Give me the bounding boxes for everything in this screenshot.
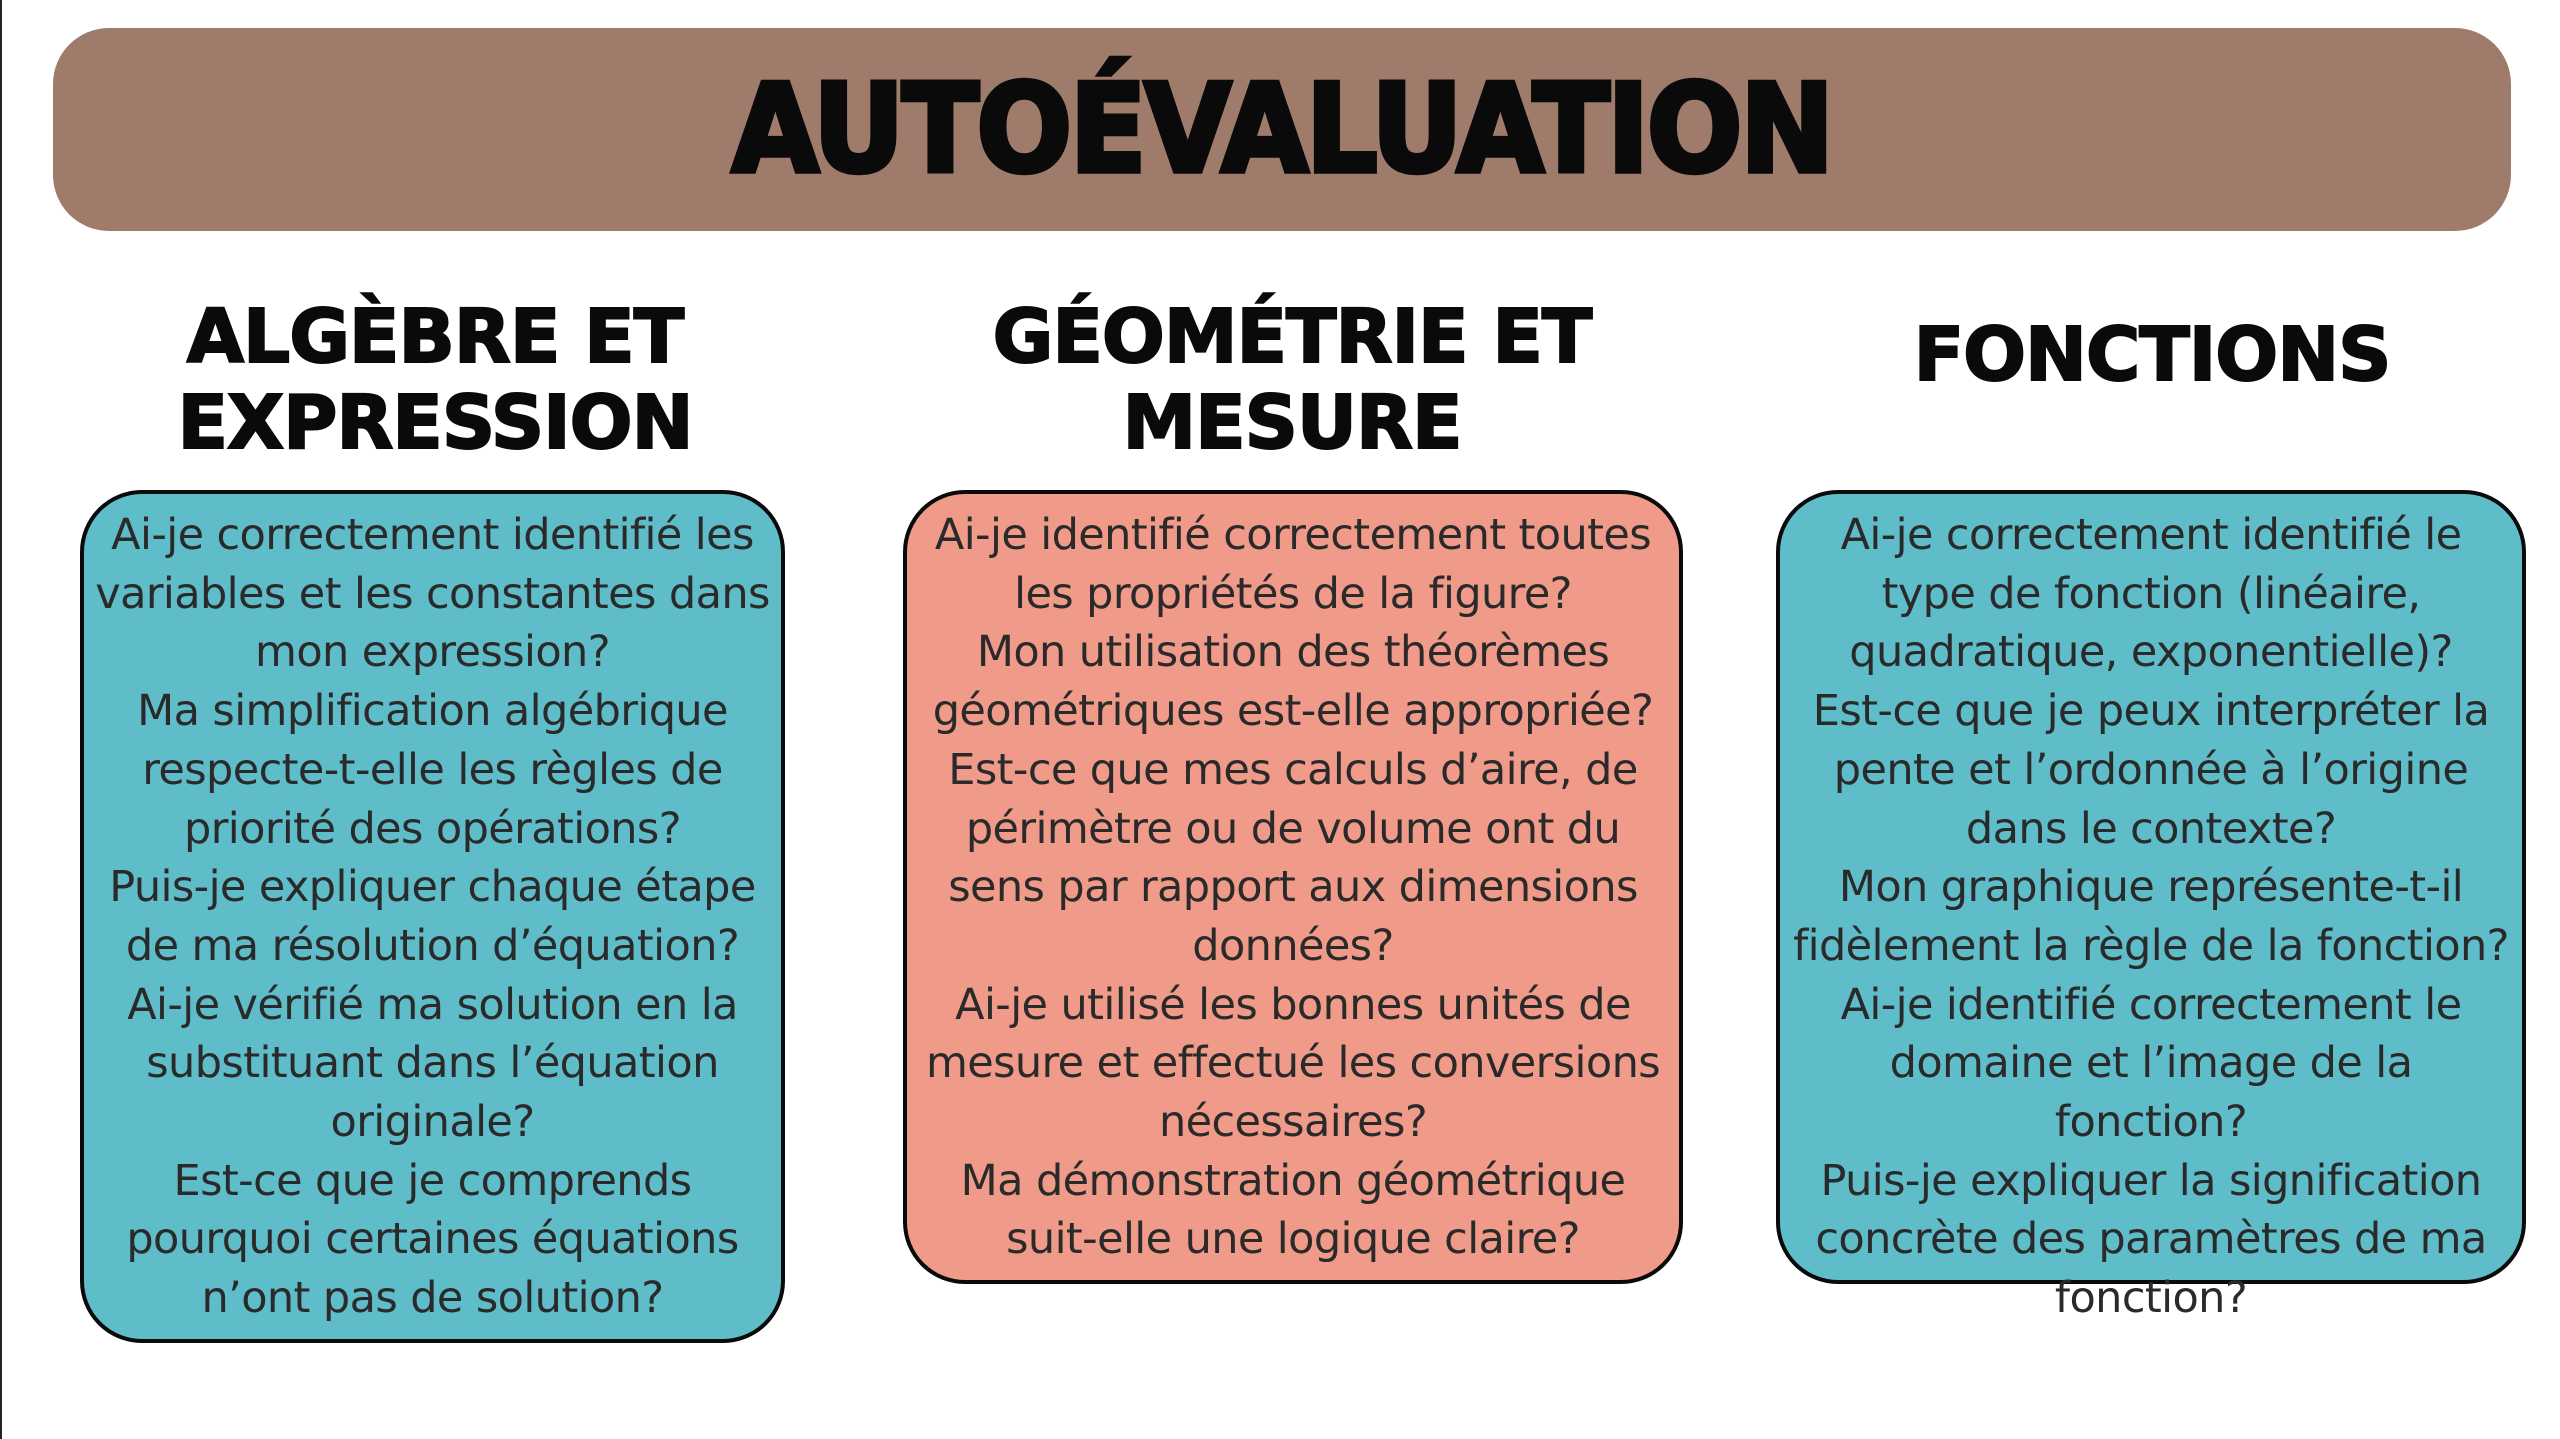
title-banner xyxy=(53,28,2511,231)
heading-geometrie-mesure xyxy=(912,290,1672,470)
question-item: Ai-je identifié correctement le domaine et l’image de la fonction? xyxy=(1840,979,2462,1148)
question-item: Est-ce que je comprends pourquoi certaines équations n’ont pas de solution? xyxy=(126,1155,739,1324)
question-item: Mon graphique représente-t-il fidèlement la règle de la fonction? xyxy=(1793,862,2509,971)
question-item: Est-ce que mes calculs d’aire, de périmètre ou de volume ont du sens par rapport aux dimensions données? xyxy=(948,744,1638,971)
question-item: Puis-je expliquer chaque étape de ma résolution d’équation? xyxy=(109,862,756,971)
card-algebre-expression xyxy=(80,490,785,1343)
heading-line: FONCTIONS xyxy=(1913,312,2391,398)
heading-algebre-expression xyxy=(55,290,815,470)
question-item: Ma démonstration géométrique suit-elle une logique claire? xyxy=(960,1155,1626,1265)
heading-fonctions xyxy=(1772,290,2532,420)
question-item: Ma simplification algébrique respecte-t-elle les règles de priorité des opérations? xyxy=(137,686,728,854)
page-title: AUTOÉVALUATION xyxy=(732,59,1832,200)
question-item: Mon utilisation des théorèmes géométriques est-elle appropriée? xyxy=(932,627,1654,737)
question-item: Ai-je identifié correctement toutes les propriétés de la figure? xyxy=(934,510,1652,619)
heading-line: GÉOMÉTRIE ET xyxy=(992,294,1592,380)
heading-line: MESURE xyxy=(1122,380,1462,466)
heading-line: ALGÈBRE ET xyxy=(186,294,684,380)
question-item: Puis-je expliquer la signification concrète des paramètres de ma fonction? xyxy=(1815,1155,2487,1324)
card-geometrie-mesure xyxy=(903,490,1683,1284)
left-border-line xyxy=(0,0,2,1439)
question-item: Ai-je correctement identifié le type de fonction (linéaire, quadratique, exponentielle)? xyxy=(1840,510,2462,678)
question-item: Est-ce que je peux interpréter la pente et l’ordonnée à l’origine dans le contexte? xyxy=(1812,686,2490,854)
question-item: Ai-je vérifié ma solution en la substituant dans l’équation originale? xyxy=(127,979,738,1148)
card-fonctions xyxy=(1776,490,2526,1324)
question-item: Ai-je correctement identifié les variables et les constantes dans mon expression? xyxy=(95,510,770,678)
heading-line: EXPRESSION xyxy=(177,380,693,466)
question-item: Ai-je utilisé les bonnes unités de mesure et effectué les conversions nécessaires? xyxy=(925,979,1661,1148)
